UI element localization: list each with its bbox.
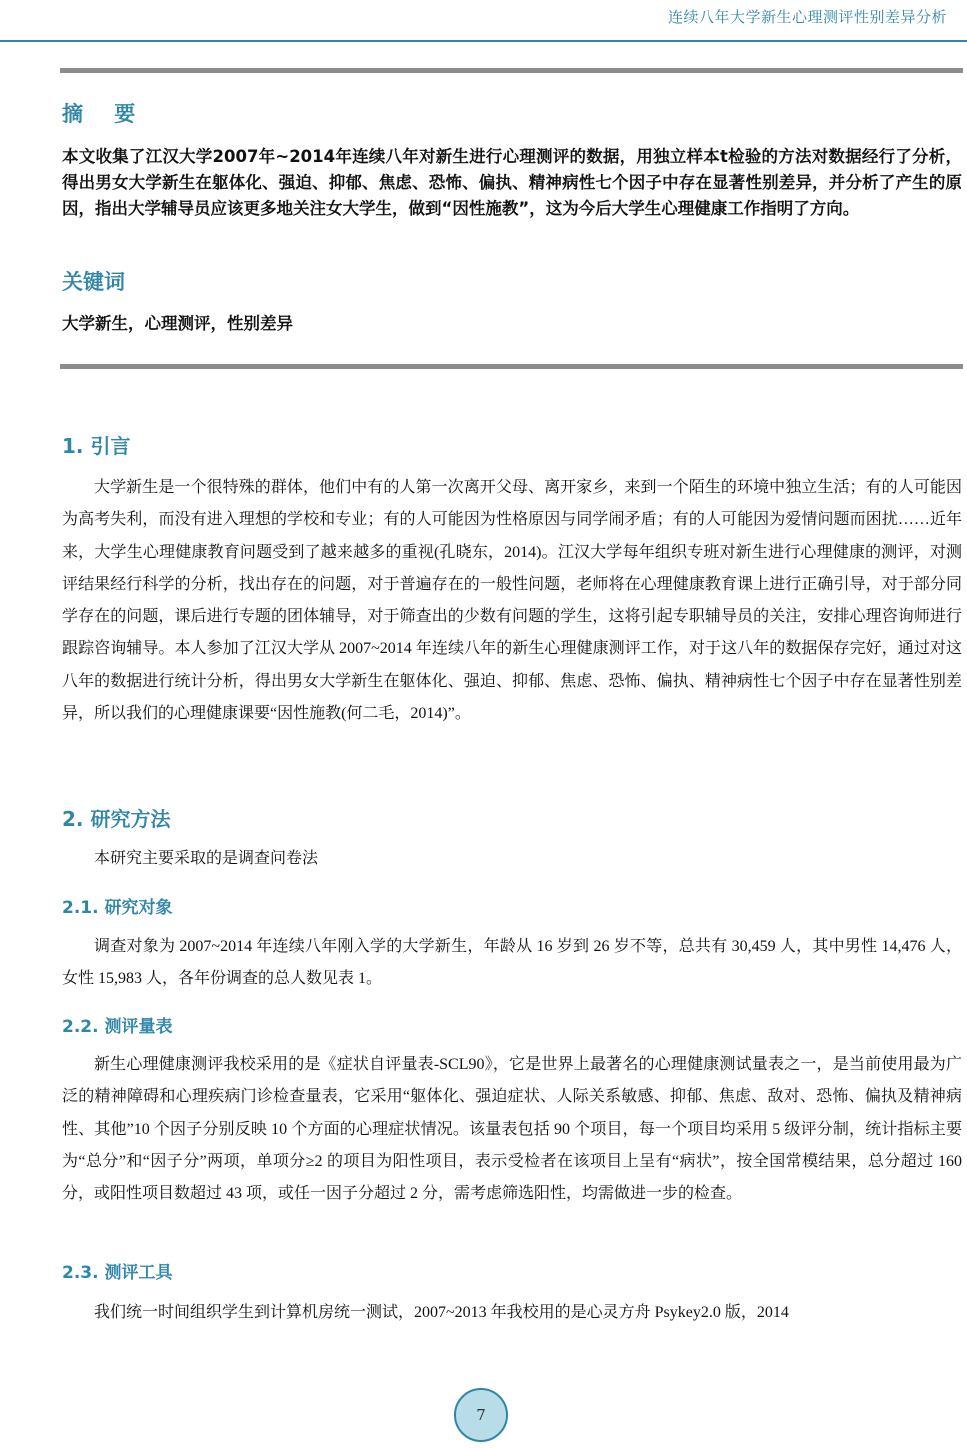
section-2-2-paragraph: 新生心理健康测评我校采用的是《症状自评量表-SCL90》，它是世界上最著名的心理健康测试量表之一，是当前使用最为广泛的精神障碍和心理疾病门诊检查量表，它采用“躯体化、强迫症状、人际关系敏感、抑郁、焦虑、敌对、恐怖、偏执及精神病性、其他”10 个因子分别反映 10 个方面的心理症状情况。该量表包括 90 个项目，每一个项目均采用 5 级评分制，统计指标主要为“总分”和“因子分”两项，单项分≥2 的项目为阳性项目，表示受检者在该项目上呈有“病状”，按全国常模结果，总分超过 160 分，或阳性项目数超过 43 项，或任一因子分超过 2 分，需考虑筛选阳性，均需做进一步的检查。 — [62, 1056, 962, 1203]
section-1-paragraph: 大学新生是一个很特殊的群体，他们中有的人第一次离开父母、离开家乡，来到一个陌生的环境中独立生活；有的人可能因为高考失利，而没有进入理想的学校和专业；有的人可能因为性格原因与同学闹矛盾；有的人可能因为爱情问题而困扰……近年来，大学生心理健康教育问题受到了越来越多的重视(孔晓东，2014)。江汉大学每年组织专班对新生进行心理健康的测评，对测评结果经行科学的分析，找出存在的问题，对于普遍存在的一般性问题，老师将在心理健康教育课上进行正确引导，对于部分同学存在的问题，课后进行专题的团体辅导，对于筛查出的少数有问题的学生，这将引起专职辅导员的关注，安排心理咨询师进行跟踪咨询辅导。本人参加了江汉大学从 2007~2014 年连续八年的新生心理健康测评工作，对于这八年的数据保存完好，通过对这八年的数据进行统计分析，得出男女大学新生在躯体化、强迫、抑郁、焦虑、恐怖、偏执、精神病性七个因子中存在显著性别差异，所以我们的心理健康课要“因性施教(何二毛，2014)”。 — [62, 479, 962, 723]
running-head — [0, 0, 967, 42]
abstract-text: 本文收集了江汉大学2007年~2014年连续八年对新生进行心理测评的数据，用独立样本t检验的方法对数据经行了分析，得出男女大学新生在躯体化、强迫、抑郁、焦虑、恐怖、偏执、精神病性七个因子中存在显著性别差异，并分析了产生的原因，指出大学辅导员应该更多地关注女大学生，做到“因性施教”，这为今后大学生心理健康工作指明了方向。 — [62, 147, 962, 218]
page-number: 7 — [454, 1388, 508, 1442]
section-2-heading: 2. 研究方法 — [62, 807, 171, 831]
section-1-heading: 1. 引言 — [62, 434, 131, 458]
section-2-2-heading: 2.2. 测评量表 — [62, 1017, 173, 1037]
keywords-text: 大学新生，心理测评，性别差异 — [62, 314, 293, 333]
section-2-1-paragraph: 调查对象为 2007~2014 年连续八年刚入学的大学新生，年龄从 16 岁到 26 岁不等，总共有 30,459 人，其中男性 14,476 人，女性 15,983 人，各年份调查的总人数见表 1。 — [62, 938, 962, 988]
abstract-bottom-rule — [60, 364, 963, 369]
section-2-1-heading: 2.1. 研究对象 — [62, 898, 173, 918]
abstract-top-rule — [60, 68, 963, 73]
keywords-heading: 关键词 — [62, 270, 125, 294]
section-2-paragraph: 本研究主要采取的是调查问卷法 — [94, 850, 319, 867]
section-2-3-paragraph: 我们统一时间组织学生到计算机房统一测试，2007~2013 年我校用的是心灵方舟 Psykey2.0 版，2014 — [94, 1304, 789, 1321]
section-2-3-heading: 2.3. 测评工具 — [62, 1263, 173, 1283]
running-head-title: 连续八年大学新生心理测评性别差异分析 — [667, 8, 947, 26]
abstract-heading: 摘 要 — [62, 102, 148, 126]
